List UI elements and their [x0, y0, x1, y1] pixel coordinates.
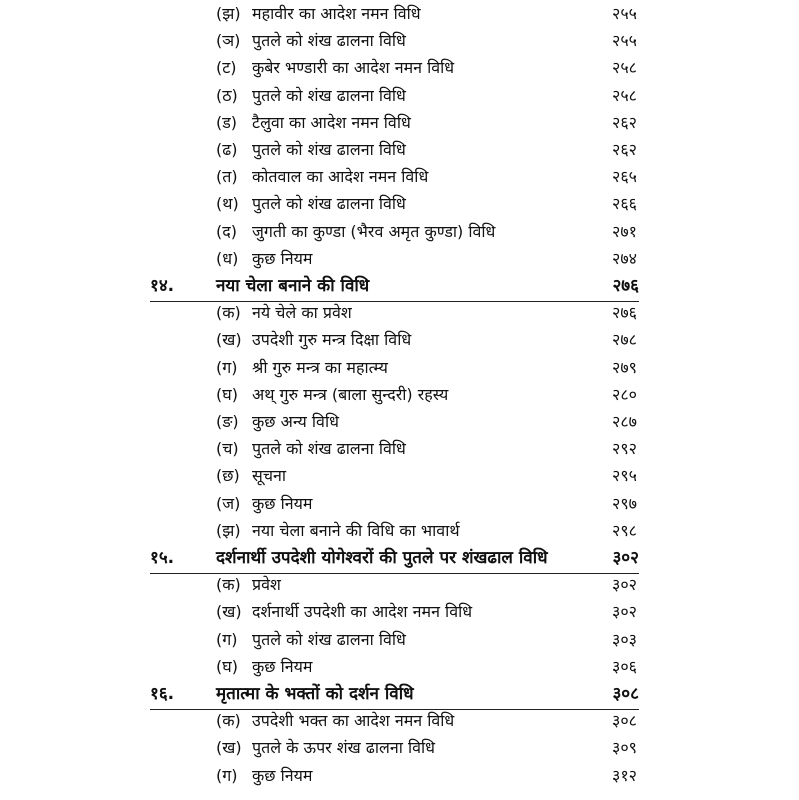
page-number: २६६ [612, 194, 637, 214]
toc-entry [0, 518, 799, 544]
page-number: ३०२ [612, 575, 637, 595]
page-number: ३०८ [612, 711, 637, 731]
toc-entry [0, 599, 799, 625]
toc-entry [0, 355, 799, 381]
page-number: २५५ [612, 31, 637, 51]
entry-title: पुतले को शंख ढालना विधि [252, 31, 406, 51]
entry-title: कुबेर भण्डारी का आदेश नमन विधि [252, 58, 455, 78]
chapter-number: १६. [150, 684, 175, 704]
chapter-heading [0, 681, 799, 707]
page-number: २६५ [612, 167, 637, 187]
toc-entry [0, 735, 799, 761]
page-number: ३०८ [612, 684, 639, 704]
entry-title: उपदेशी गुरु मन्त्र दिक्षा विधि [252, 330, 412, 350]
entry-title: पुतले को शंख ढालना विधि [252, 194, 406, 214]
page-number: २५८ [612, 58, 637, 78]
entry-title: पुतले के ऊपर शंख ढालना विधि [252, 738, 435, 758]
toc-entry [0, 83, 799, 109]
entry-title: टैलुवा का आदेश नमन विधि [252, 112, 411, 132]
page-number: २७९ [612, 357, 637, 377]
entry-title: कुछ नियम [252, 765, 313, 785]
entry-marker: (ख) [216, 738, 242, 758]
entry-marker: (क) [216, 575, 241, 595]
entry-title: जुगती का कुण्डा (भैरव अमृत कुण्डा) विधि [252, 221, 496, 241]
page-number: २९८ [612, 520, 637, 540]
page-number: २९२ [612, 439, 637, 459]
entry-marker: (ग) [216, 765, 238, 785]
toc-entry [0, 382, 799, 408]
entry-title: महावीर का आदेश नमन विधि [252, 4, 421, 23]
entry-title: कोतवाल का आदेश नमन विधि [252, 167, 429, 187]
entry-marker: (झ) [216, 4, 241, 23]
entry-title: श्री गुरु मन्त्र का महात्म्य [252, 357, 388, 377]
entry-marker: (ढ) [216, 140, 238, 159]
entry-marker: (ख) [216, 602, 242, 622]
entry-marker: (घ) [216, 656, 238, 676]
entry-title: सूचना [252, 466, 287, 486]
toc-entry [0, 327, 799, 353]
page-number: २६२ [612, 140, 637, 159]
entry-marker: (ड) [216, 112, 238, 132]
entry-marker: (ट) [216, 58, 237, 78]
entry-title: कुछ नियम [252, 493, 313, 513]
entry-marker: (द) [216, 221, 237, 241]
page-number: २८० [612, 384, 637, 404]
entry-title: कुछ नियम [252, 656, 313, 676]
entry-marker: (ठ) [216, 85, 238, 105]
toc-entry [0, 463, 799, 489]
entry-title: पुतले को शंख ढालना विधि [252, 439, 406, 459]
entry-marker: (ख) [216, 330, 242, 350]
page-number: २५८ [612, 85, 637, 105]
entry-title: कुछ नियम [252, 248, 313, 268]
entry-title: कुछ अन्य विधि [252, 412, 339, 431]
toc-entry [0, 300, 799, 326]
entry-marker: (छ) [216, 466, 240, 486]
page-number: २८७ [612, 412, 637, 431]
toc-entry [0, 28, 799, 54]
toc-entry [0, 55, 799, 81]
page-number: ३०२ [612, 602, 637, 622]
entry-marker: (ञ) [216, 31, 241, 51]
toc-entry [0, 572, 799, 598]
toc-entry [0, 219, 799, 245]
page-number: ३०३ [612, 629, 637, 649]
page-number: २७६ [612, 276, 639, 296]
page-number: २७४ [612, 248, 637, 268]
entry-title: पुतले को शंख ढालना विधि [252, 140, 406, 159]
toc-entry [0, 191, 799, 217]
chapter-heading [0, 273, 799, 299]
entry-title: दर्शनार्थी उपदेशी का आदेश नमन विधि [252, 602, 473, 622]
entry-title: पुतले को शंख ढालना विधि [252, 85, 406, 105]
chapter-title: दर्शनार्थी उपदेशी योगेश्वरों की पुतले पर शंखढाल विधि [216, 548, 548, 568]
toc-entry [0, 164, 799, 190]
chapter-number: १५. [150, 548, 175, 568]
page-number: २७६ [612, 303, 637, 323]
chapter-title: नया चेला बनाने की विधि [216, 276, 370, 296]
toc-entry [0, 1, 799, 27]
entry-title: प्रवेश [252, 575, 281, 595]
page-number: ३०९ [612, 738, 637, 758]
toc-entry [0, 110, 799, 136]
toc-entry [0, 654, 799, 680]
entry-marker: (घ) [216, 384, 238, 404]
toc-entry [0, 436, 799, 462]
toc-entry [0, 627, 799, 653]
toc-entry [0, 246, 799, 272]
page-number: ३१२ [612, 765, 637, 785]
entry-marker: (ध) [216, 248, 239, 268]
entry-marker: (झ) [216, 520, 241, 540]
toc-entry [0, 763, 799, 789]
page-number: ३०२ [612, 548, 639, 568]
page-number: २९७ [612, 493, 637, 513]
toc-entry [0, 137, 799, 163]
entry-title: नया चेला बनाने की विधि का भावार्थ [252, 520, 460, 540]
page-number: २५५ [612, 4, 637, 23]
entry-marker: (च) [216, 439, 239, 459]
chapter-heading [0, 545, 799, 571]
entry-marker: (थ) [216, 194, 239, 214]
page-number: २७८ [612, 330, 637, 350]
entry-marker: (क) [216, 303, 241, 323]
toc-entry [0, 409, 799, 435]
page-number: २६२ [612, 112, 637, 132]
entry-title: पुतले को शंख ढालना विधि [252, 629, 406, 649]
page-number: ३०६ [612, 656, 637, 676]
entry-title: नये चेले का प्रवेश [252, 303, 352, 323]
toc-entry [0, 708, 799, 734]
entry-title: उपदेशी भक्त का आदेश नमन विधि [252, 711, 455, 731]
entry-marker: (क) [216, 711, 241, 731]
entry-marker: (ग) [216, 357, 238, 377]
page-number: २९५ [612, 466, 637, 486]
chapter-number: १४. [150, 276, 175, 296]
toc-entry [0, 491, 799, 517]
entry-marker: (ङ) [216, 412, 239, 431]
chapter-title: मृतात्मा के भक्तों को दर्शन विधि [216, 684, 414, 704]
entry-title: अथ् गुरु मन्त्र (बाला सुन्दरी) रहस्य [252, 384, 449, 404]
entry-marker: (त) [216, 167, 238, 187]
entry-marker: (ज) [216, 493, 241, 513]
page-number: २७१ [612, 221, 637, 241]
entry-marker: (ग) [216, 629, 238, 649]
